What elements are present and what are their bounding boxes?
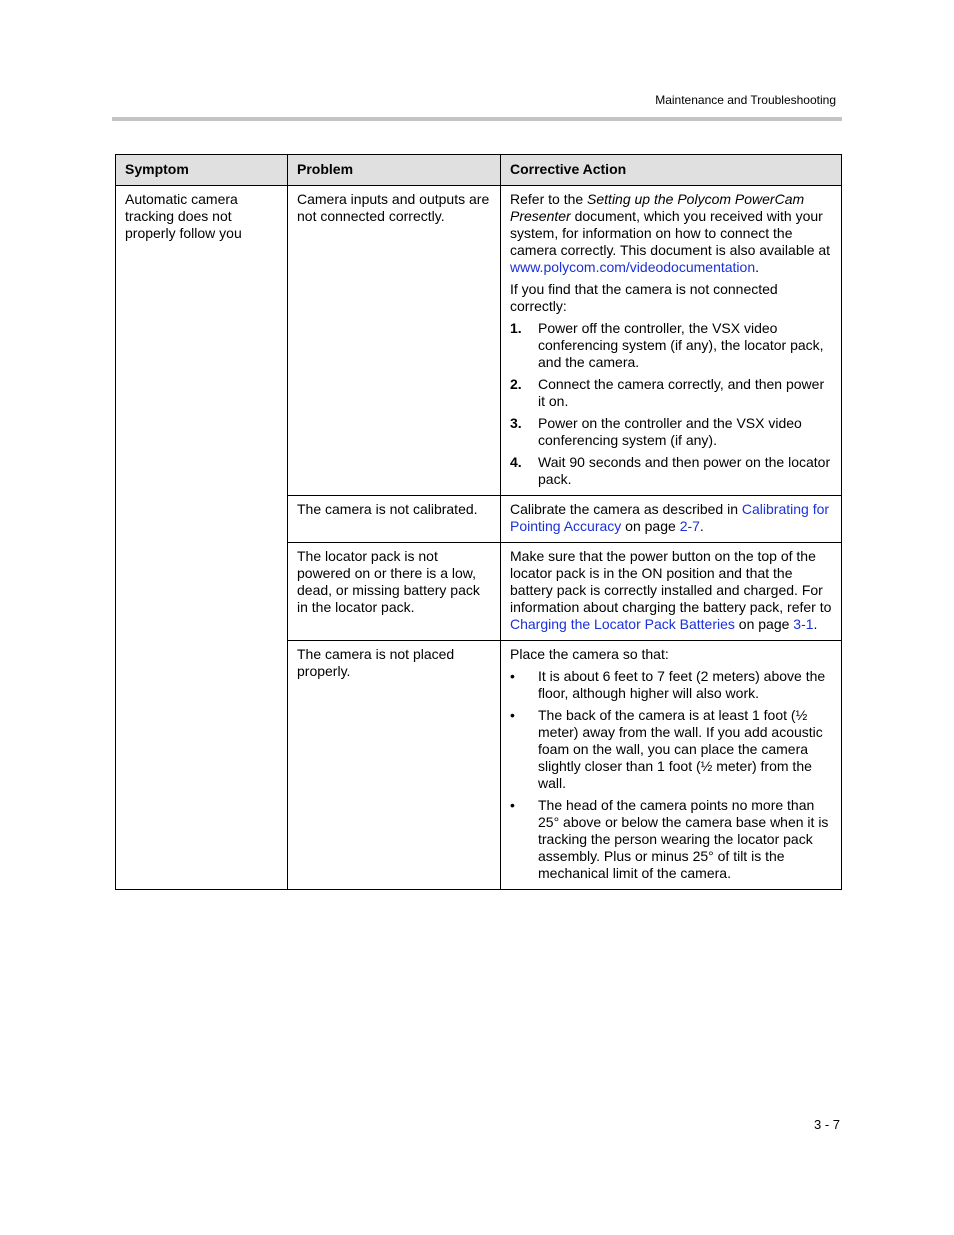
page-link[interactable]: 2-7 [679, 518, 700, 534]
problem-cell: The locator pack is not powered on or there is a low, dead, or missing battery pack in the locator pack. [288, 543, 501, 641]
step-text: Power on the controller and the VSX video conferencing system (if any). [538, 415, 802, 448]
document-title: Setting up the Polycom PowerCam Presenter [510, 191, 805, 224]
calibrating-link[interactable]: Calibrating for Pointing Accuracy [510, 501, 830, 534]
action-paragraph: If you find that the camera is not connected correctly: [510, 281, 778, 314]
bullet-text: It is about 6 feet to 7 feet (2 meters) above the floor, although higher will also work. [538, 668, 826, 701]
text-run: . [755, 259, 760, 275]
table-row [116, 186, 842, 496]
action-cell [501, 496, 842, 543]
header-divider [112, 117, 842, 121]
action-cell [501, 186, 842, 496]
step-number: 3. [510, 415, 522, 431]
action-paragraph: Place the camera so that: [510, 646, 669, 662]
troubleshooting-table [115, 154, 842, 890]
text-run: on page [621, 518, 680, 534]
list-item [510, 320, 833, 371]
problem-cell: Camera inputs and outputs are not connected correctly. [288, 186, 501, 496]
text-run: . [699, 518, 704, 534]
text-run: Refer to the [510, 191, 588, 207]
list-item [510, 707, 833, 792]
text-run: document, which you received with your system, for information on how to connect the camera correctly. This document is also available at [510, 208, 831, 258]
text-run: Make sure that the power button on the top of the locator pack is in the ON position and that the battery pack is correctly installed and charged. For information about charging the battery pack, refer to [510, 548, 832, 615]
step-number: 4. [510, 454, 522, 470]
step-text: Power off the controller, the VSX video conferencing system (if any), the locator pack, and the camera. [538, 320, 824, 370]
text-run: on page [734, 616, 794, 632]
bullet-text: The head of the camera points no more than 25° above or below the camera base when it is tracking the person wearing the locator pack assembly. Plus or minus 25° of tilt is the mechanical limit of the camera. [538, 797, 829, 881]
column-header-corrective-action: Corrective Action [501, 155, 842, 186]
symptom-cell: Automatic camera tracking does not properly follow you [116, 186, 288, 890]
problem-cell: The camera is not calibrated. [288, 496, 501, 543]
videodocumentation-link[interactable]: www.polycom.com/videodocumentation [510, 259, 756, 275]
list-item [510, 668, 833, 702]
step-number: 1. [510, 320, 522, 336]
page-number: 3 - 7 [813, 1117, 840, 1132]
bullet-marker: • [510, 797, 515, 813]
running-header: Maintenance and Troubleshooting [655, 93, 836, 107]
bullet-text: The back of the camera is at least 1 foot (½ meter) away from the wall. If you add acoustic foam on the wall, you can place the camera slightly closer than 1 foot (½ meter) from the wall. [538, 707, 823, 791]
step-text: Wait 90 seconds and then power on the locator pack. [538, 454, 831, 487]
list-item [510, 454, 833, 488]
problem-cell: The camera is not placed properly. [288, 641, 501, 890]
bullet-marker: • [510, 668, 515, 684]
list-item [510, 797, 833, 882]
list-item [510, 376, 833, 410]
column-header-problem: Problem [288, 155, 501, 186]
action-cell [501, 543, 842, 641]
action-cell [501, 641, 842, 890]
page-link[interactable]: 3-1 [793, 616, 814, 632]
step-number: 2. [510, 376, 522, 392]
charging-batteries-link[interactable]: Charging the Locator Pack Batteries [510, 616, 735, 632]
action-paragraph [510, 191, 833, 276]
list-item [510, 415, 833, 449]
text-run: Calibrate the camera as described in [510, 501, 742, 517]
column-header-symptom: Symptom [116, 155, 288, 186]
table-header-row [116, 155, 842, 186]
text-run: . [813, 616, 818, 632]
step-text: Connect the camera correctly, and then power it on. [538, 376, 825, 409]
bullet-marker: • [510, 707, 515, 723]
